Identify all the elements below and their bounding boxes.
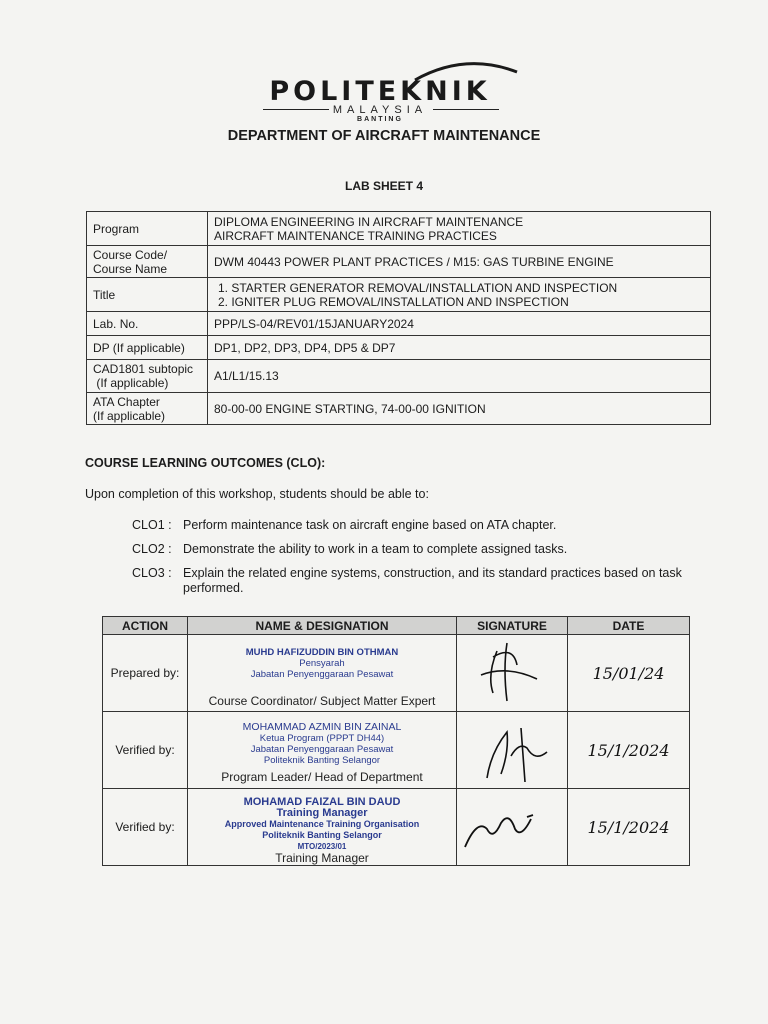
- logo-title: POLITEKNIK: [269, 76, 491, 107]
- header-name: NAME & DESIGNATION: [188, 617, 457, 635]
- table-row: [87, 278, 711, 312]
- course-key-line-1: Course Code/: [93, 247, 168, 262]
- clo-heading: COURSE LEARNING OUTCOMES (CLO):: [85, 456, 326, 470]
- approval-table: [102, 616, 690, 866]
- table-row: [103, 712, 690, 789]
- official-stamp: [188, 647, 456, 680]
- lab-no-value: PPP/LS-04/REV01/15JANUARY2024: [208, 312, 711, 336]
- name-cell: [188, 635, 457, 712]
- ata-key-line-2: (If applicable): [93, 408, 166, 423]
- clo-text: Explain the related engine systems, construction, and its standard practices based on task performed.: [183, 566, 682, 595]
- course-key: [87, 246, 208, 278]
- cad-key-line-1: CAD1801 subtopic: [93, 362, 194, 376]
- table-row: [103, 789, 690, 866]
- clo-code: CLO3 :: [132, 566, 172, 580]
- action-cell: Verified by:: [103, 789, 188, 866]
- table-row: [87, 312, 711, 336]
- stamp-line: Ketua Program (PPPT DH44): [259, 733, 385, 744]
- title-line-2: 2. IGNITER PLUG REMOVAL/INSTALLATION AND INSPECTION: [218, 294, 569, 309]
- ata-key: [87, 393, 208, 425]
- program-key: Program: [87, 212, 208, 246]
- header-signature: SIGNATURE: [457, 617, 568, 635]
- designation-role: Course Coordinator/ Subject Matter Expert: [208, 694, 436, 708]
- handwritten-signature-icon: [457, 712, 567, 788]
- handwritten-signature-icon: [457, 789, 567, 865]
- cad-key-line-2: (If applicable): [93, 376, 169, 390]
- stamp-line: Politeknik Banting Selangor: [263, 755, 381, 766]
- course-value: DWM 40443 POWER PLANT PRACTICES / M15: GAS TURBINE ENGINE: [208, 246, 711, 278]
- ata-value: 80-00-00 ENGINE STARTING, 74-00-00 IGNITION: [208, 393, 711, 425]
- table-row: [87, 212, 711, 246]
- table-row: [87, 360, 711, 393]
- action-cell: Prepared by:: [103, 635, 188, 712]
- lab-sheet-heading: LAB SHEET 4: [344, 179, 423, 193]
- date-cell: 15/01/24: [568, 635, 690, 712]
- clo-code: CLO2 :: [132, 542, 172, 556]
- header-action: ACTION: [103, 617, 188, 635]
- cad-value: A1/L1/15.13: [208, 360, 711, 393]
- table-row: [103, 635, 690, 712]
- stamp-line: Jabatan Penyenggaraan Pesawat: [250, 669, 394, 680]
- stamp-name: MUHD HAFIZUDDIN BIN OTHMAN: [245, 647, 399, 658]
- date-cell: 15/1/2024: [568, 712, 690, 789]
- clo-text: Perform maintenance task on aircraft engine based on ATA chapter.: [183, 518, 557, 532]
- lab-info-table: [86, 211, 711, 425]
- lab-no-key: Lab. No.: [87, 312, 208, 336]
- signature-cell: [457, 635, 568, 712]
- stamp-line: Jabatan Penyenggaraan Pesawat: [250, 744, 394, 755]
- designation-role: Program Leader/ Head of Department: [221, 770, 423, 784]
- official-stamp: [188, 722, 456, 766]
- program-value: [208, 212, 711, 246]
- signature-cell: [457, 712, 568, 789]
- stamp-line: Politeknik Banting Selangor: [262, 830, 382, 840]
- cad-key: [87, 360, 208, 393]
- program-line-2: AIRCRAFT MAINTENANCE TRAINING PRACTICES: [214, 228, 497, 243]
- title-value: [208, 278, 711, 312]
- official-stamp: [188, 797, 456, 852]
- ata-key-line-1: ATA Chapter: [93, 394, 160, 409]
- clo-code: CLO1 :: [132, 518, 172, 532]
- stamp-name: MOHAMAD FAIZAL BIN DAUD: [243, 796, 401, 808]
- clo-text: Demonstrate the ability to work in a team to complete assigned tasks.: [183, 542, 568, 556]
- table-row: [87, 393, 711, 425]
- stamp-line: Pensyarah: [299, 658, 345, 669]
- clo-intro: Upon completion of this workshop, students should be able to:: [85, 487, 429, 501]
- table-header-row: [103, 617, 690, 635]
- title-key: Title: [87, 278, 208, 312]
- name-cell: [188, 789, 457, 866]
- title-line-1: 1. STARTER GENERATOR REMOVAL/INSTALLATION AND INSPECTION: [218, 280, 618, 295]
- stamp-line: MTO/2023/01: [297, 842, 347, 851]
- stamp-name: MOHAMMAD AZMIN BIN ZAINAL: [242, 721, 402, 733]
- table-row: [87, 246, 711, 278]
- course-key-line-2: Course Name: [93, 261, 168, 276]
- dp-key: DP (If applicable): [87, 336, 208, 360]
- logo-campus: BANTING: [357, 116, 403, 123]
- stamp-line: Approved Maintenance Training Organisation: [224, 819, 420, 829]
- name-cell: [188, 712, 457, 789]
- designation-role: Training Manager: [275, 851, 369, 865]
- action-cell: Verified by:: [103, 712, 188, 789]
- department-heading: DEPARTMENT OF AIRCRAFT MAINTENANCE: [227, 128, 541, 144]
- logo-subtitle: MALAYSIA: [332, 104, 428, 116]
- dp-value: DP1, DP2, DP3, DP4, DP5 & DP7: [208, 336, 711, 360]
- table-row: [87, 336, 711, 360]
- program-line-1: DIPLOMA ENGINEERING IN AIRCRAFT MAINTENANCE: [214, 214, 524, 229]
- signature-cell: [457, 789, 568, 866]
- header-date: DATE: [568, 617, 690, 635]
- date-cell: 15/1/2024: [568, 789, 690, 866]
- handwritten-signature-icon: [457, 635, 567, 711]
- politeknik-logo: [255, 58, 505, 123]
- stamp-line: Training Manager: [276, 807, 368, 819]
